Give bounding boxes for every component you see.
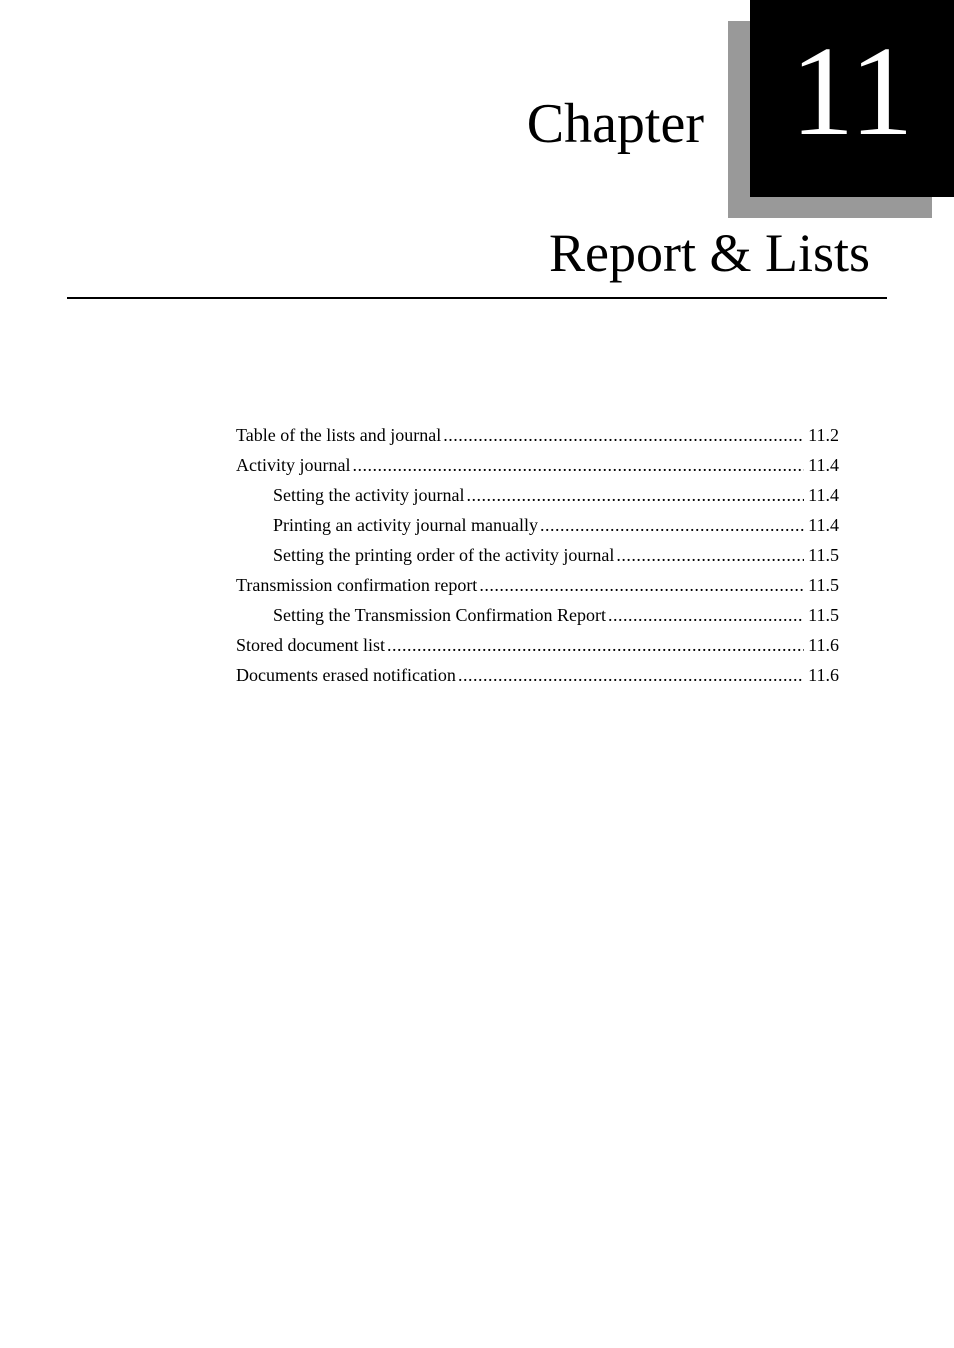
- table-of-contents: [236, 420, 839, 690]
- toc-entry[interactable]: [236, 420, 839, 450]
- toc-dot-leader: [352, 450, 804, 480]
- toc-dot-leader: [443, 420, 804, 450]
- title-divider: [67, 297, 887, 299]
- chapter-title: Report & Lists: [549, 223, 870, 283]
- toc-entry-title: Printing an activity journal manually: [273, 515, 538, 535]
- toc-entry[interactable]: [236, 600, 839, 630]
- toc-entry[interactable]: [236, 510, 839, 540]
- toc-entry-title: Table of the lists and journal: [236, 425, 442, 445]
- toc-page-number: 11.5: [808, 545, 839, 565]
- toc-page-number: 11.4: [808, 485, 839, 505]
- toc-entry[interactable]: [236, 630, 839, 660]
- toc-dot-leader: [608, 600, 804, 630]
- toc-entry-title: Documents erased notification: [236, 665, 456, 685]
- toc-entry[interactable]: [236, 480, 839, 510]
- chapter-label: Chapter: [526, 93, 704, 155]
- toc-dot-leader: [466, 480, 804, 510]
- toc-dot-leader: [458, 660, 804, 690]
- chapter-number-box: [750, 0, 954, 197]
- toc-entry-title: Setting the activity journal: [273, 485, 465, 505]
- toc-page-number: 11.4: [808, 455, 839, 475]
- toc-entry-title: Setting the Transmission Confirmation Report: [273, 605, 607, 625]
- toc-entry-title: Stored document list: [236, 635, 385, 655]
- chapter-number: 11: [790, 19, 914, 162]
- toc-page-number: 11.4: [808, 515, 839, 535]
- toc-entry-title: Activity journal: [236, 455, 351, 475]
- toc-entry-title: Transmission confirmation report: [236, 575, 478, 595]
- toc-entry-title: Setting the printing order of the activity journal: [273, 545, 615, 565]
- toc-entry[interactable]: [236, 660, 839, 690]
- toc-entry[interactable]: [236, 570, 839, 600]
- toc-entry[interactable]: [236, 450, 839, 480]
- toc-dot-leader: [616, 540, 804, 570]
- toc-dot-leader: [387, 630, 804, 660]
- toc-page-number: 11.6: [808, 665, 839, 685]
- toc-page-number: 11.5: [808, 605, 839, 625]
- toc-dot-leader: [479, 570, 804, 600]
- toc-entry[interactable]: [236, 540, 839, 570]
- toc-dot-leader: [540, 510, 804, 540]
- toc-page-number: 11.2: [808, 425, 839, 445]
- toc-page-number: 11.6: [808, 635, 839, 655]
- toc-page-number: 11.5: [808, 575, 839, 595]
